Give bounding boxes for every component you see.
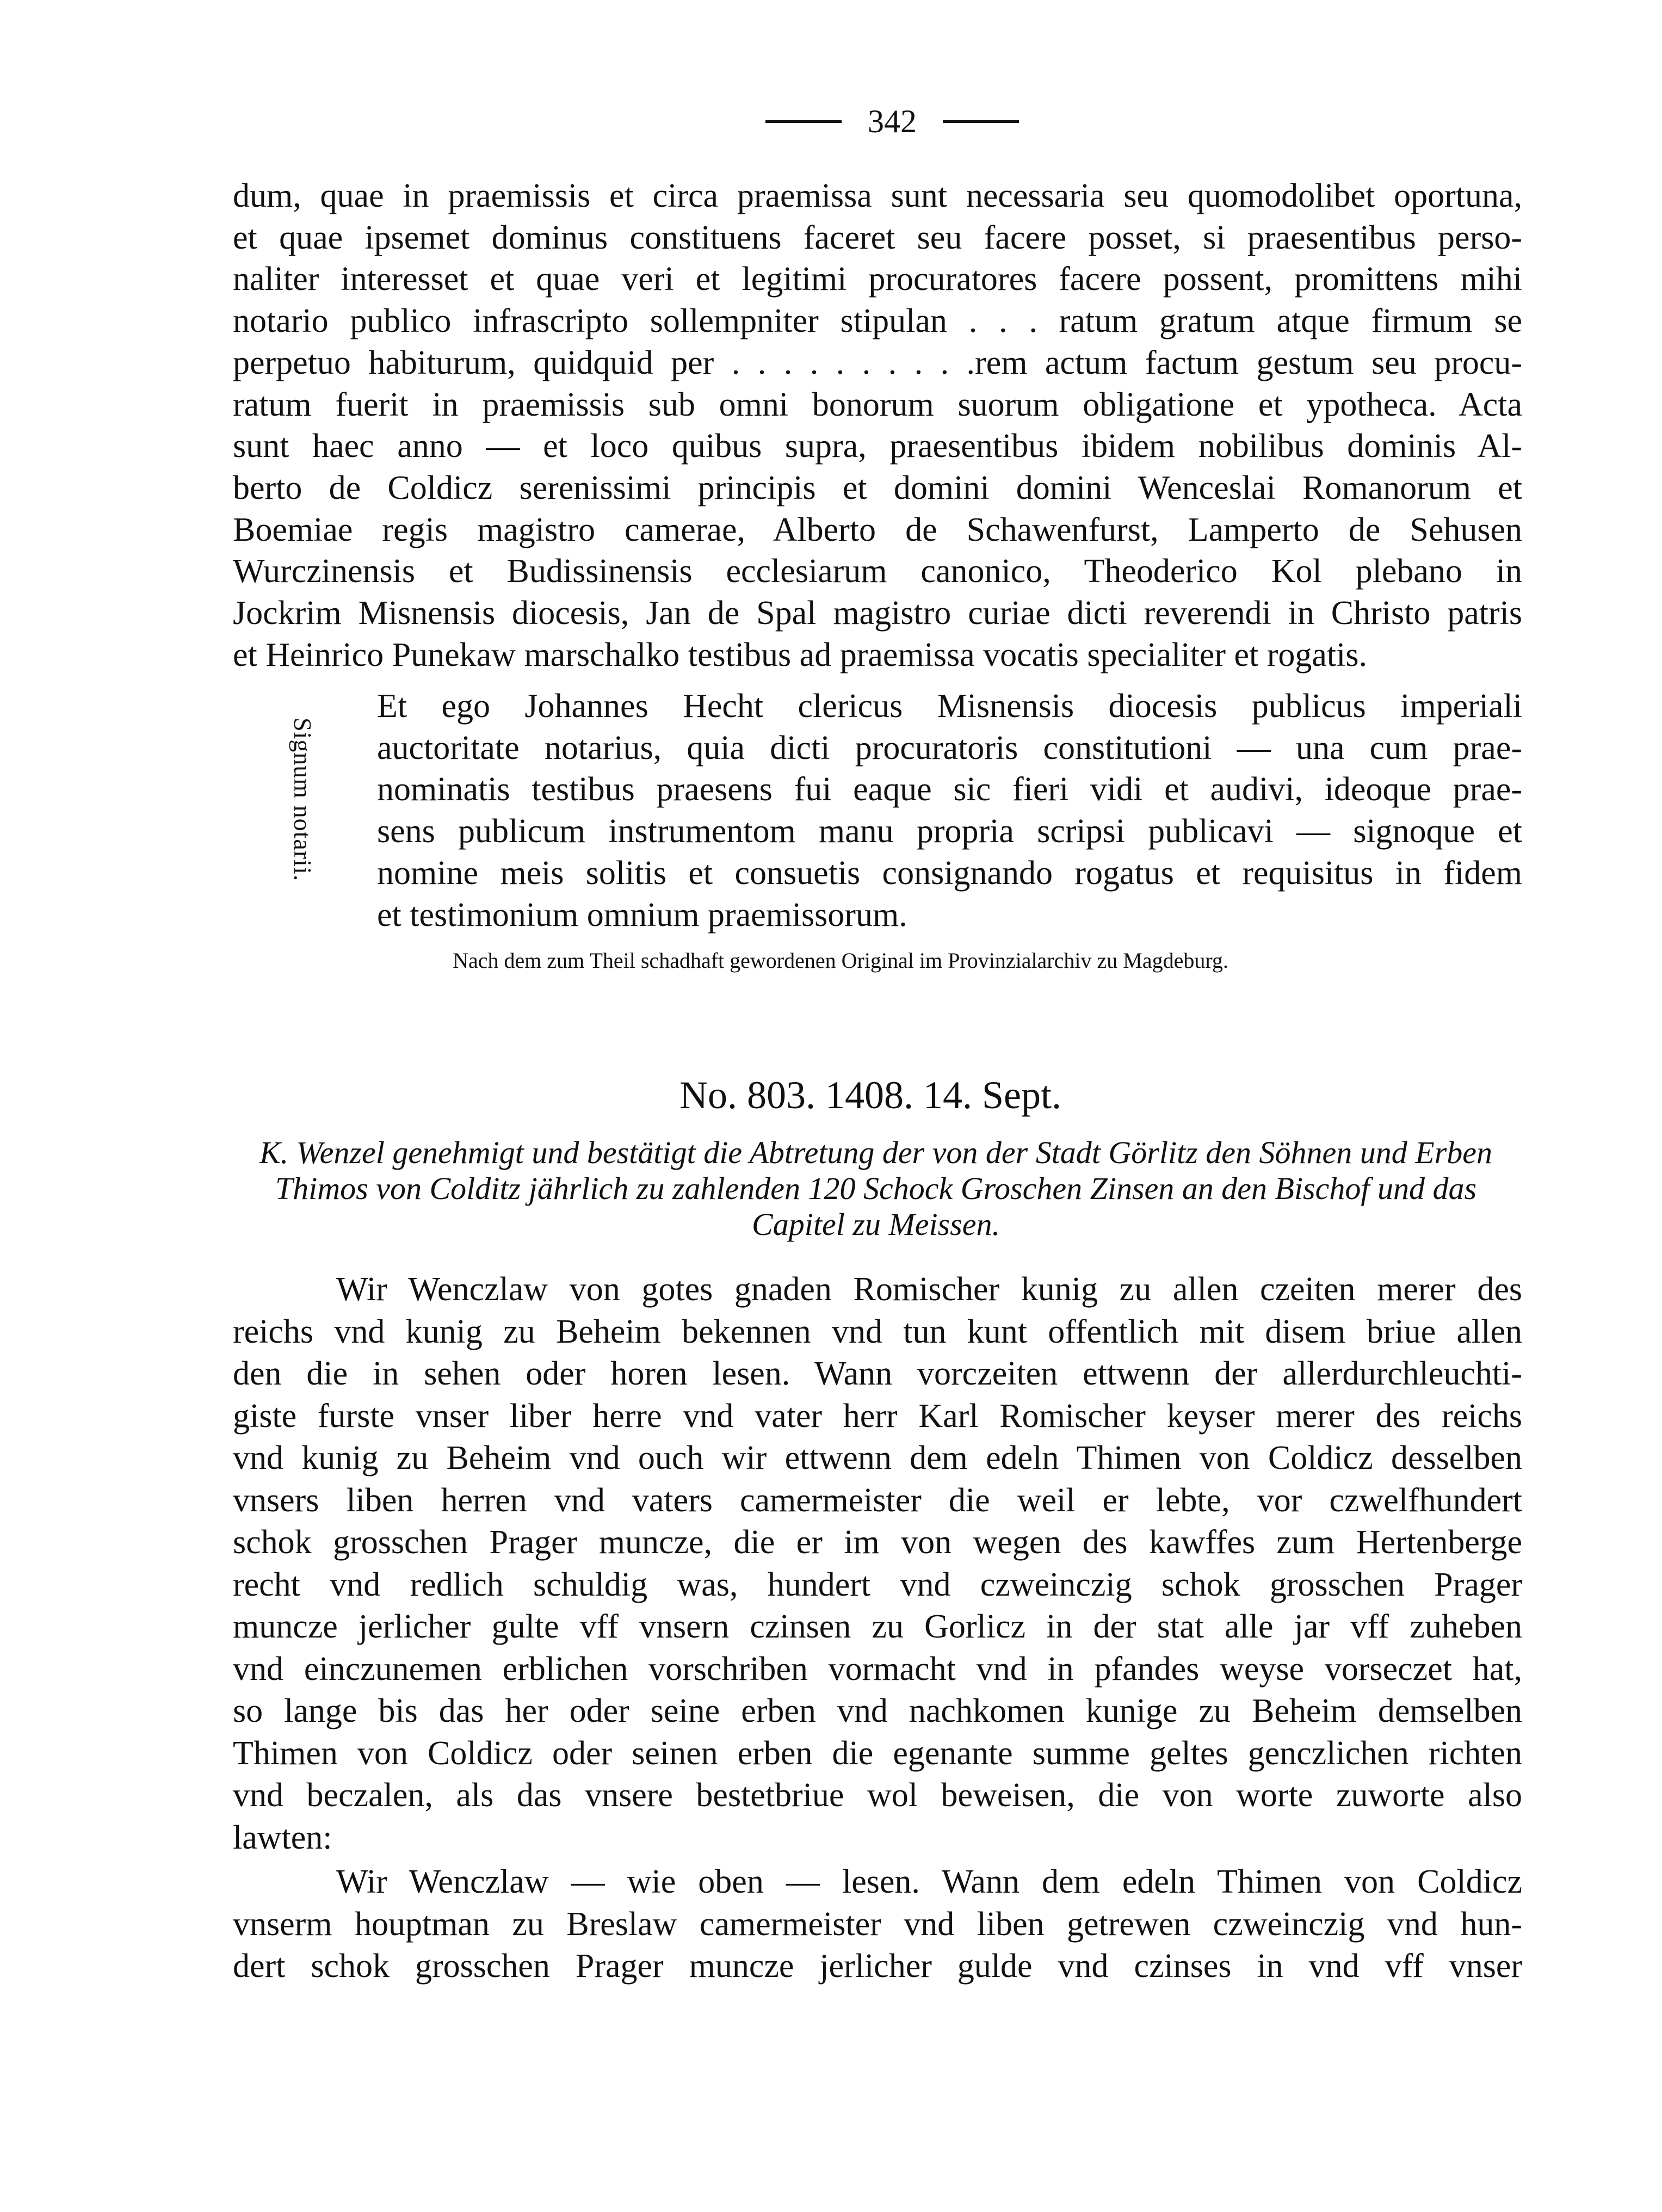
text-line: vnserm houptman zu Breslaw camermeister vnd liben getrewen czweinczig vnd hun- [233, 1905, 1522, 1943]
text-line: recht vnd redlich schuldig was, hundert vnd czweinczig schok grosschen Prager [233, 1566, 1522, 1603]
text-line: auctoritate notarius, quia dicti procuratoris constitutioni — una cum prae- [377, 729, 1522, 767]
text-line: notario publico infrascripto sollempniter stipulan . . . ratum gratum atque firmum se [233, 302, 1522, 340]
notary-attestation [377, 685, 1522, 936]
text-line: giste furste vnser liber herre vnd vater herr Karl Romischer keyser merer des reichs [233, 1397, 1522, 1435]
text-line: muncze jerlicher gulte vff vnsern czinsen zu Gorlicz in der stat alle jar vff zuheben [233, 1608, 1522, 1645]
text-line: den die in sehen oder horen lesen. Wann vorczeiten ettwenn der allerdurchleuchti- [233, 1355, 1522, 1392]
text-line: nomine meis solitis et consuetis consignando rogatus et requisitus in fidem [377, 854, 1522, 892]
document-heading: No. 803. 1408. 14. Sept. [679, 1073, 1061, 1117]
text-line: vnd beczalen, als das vnsere bestetbriue wol beweisen, die von worte zuworte also [233, 1777, 1522, 1814]
text-line: vnd einczunemen erblichen vorschriben vormacht vnd in pfandes weyse vorseczet hat, [233, 1650, 1522, 1688]
text-line: schok grosschen Prager muncze, die er im von wegen des kawffes zum Hertenberge [233, 1524, 1522, 1561]
text-line: vnd kunig zu Beheim vnd ouch wir ettwenn dem edeln Thimen von Coldicz desselben [233, 1439, 1522, 1476]
text-line: so lange bis das her oder seine erben vnd nachkomen kunige zu Beheim demselben [233, 1692, 1522, 1729]
page-number-header [737, 97, 1047, 146]
text-line: et testimonium omnium praemissorum. [377, 896, 907, 934]
regest-line: K. Wenzel genehmigt und bestätigt die Abtretung der von der Stadt Görlitz den Söhnen und Erben [259, 1135, 1493, 1170]
preceding-document-text [233, 175, 1522, 676]
header-rule-right [943, 120, 1019, 123]
text-line: Jockrim Misnensis diocesis, Jan de Spal magistro curiae dicti reverendi in Christo patris [233, 595, 1522, 632]
charter-text-continued [233, 1861, 1522, 1988]
header-rule-left [765, 120, 842, 123]
text-line: vnsers liben herren vnd vaters camermeister die weil er lebte, vor czwelfhundert [233, 1481, 1522, 1519]
text-line: Et ego Johannes Hecht clericus Misnensis diocesis publicus imperiali [377, 688, 1522, 725]
text-line: Thimen von Coldicz oder seinen erben die egenante summe geltes genczlichen richten [233, 1734, 1522, 1772]
notary-sign-margin-note: Signum notarii. [289, 718, 317, 882]
text-line: dert schok grosschen Prager muncze jerlicher gulde vnd czinses in vnd vff vnser [233, 1948, 1522, 1985]
text-line: naliter interesset et quae veri et legitimi procuratores facere possent, promittens mihi [233, 261, 1522, 298]
text-line: et Heinrico Punekaw marschalko testibus ad praemissa vocatis specialiter et rogatis. [233, 636, 1367, 674]
text-line: sens publicum instrumentom manu propria scripsi publicavi — signoque et [377, 813, 1522, 850]
text-line: lawten: [233, 1819, 332, 1856]
regest-summary [228, 1135, 1523, 1243]
text-line: Boemiae regis magistro camerae, Alberto de Schawenfurst, Lamperto de Sehusen [233, 511, 1522, 548]
page-number: 342 [868, 103, 917, 139]
text-line: ratum fuerit in praemissis sub omni bonorum suorum obligatione et ypotheca. Acta [233, 386, 1522, 423]
regest-line: Capitel zu Meissen. [752, 1207, 1000, 1242]
text-line: dum, quae in praemissis et circa praemissa sunt necessaria seu quomodolibet oportuna, [233, 177, 1522, 214]
text-line: berto de Coldicz serenissimi principis et domini domini Wenceslai Romanorum et [233, 469, 1522, 506]
text-line: Wir Wenczlaw von gotes gnaden Romischer kunig zu allen czeiten merer des [336, 1271, 1522, 1308]
text-line: nominatis testibus praesens fui eaque sic fieri vidi et audivi, ideoque prae- [377, 771, 1522, 808]
text-line: perpetuo habiturum, quidquid per . . . . . . . . . .rem actum factum gestum seu procu- [233, 344, 1522, 381]
text-line: sunt haec anno — et loco quibus supra, praesentibus ibidem nobilibus dominis Al- [233, 428, 1522, 465]
text-line: reichs vnd kunig zu Beheim bekennen vnd tun kunt offentlich mit disem briue allen [233, 1313, 1522, 1350]
source-note: Nach dem zum Theil schadhaft gewordenen Original im Provinzialarchiv zu Magdeburg. [453, 948, 1228, 973]
charter-text [233, 1269, 1522, 1859]
text-line: et quae ipsemet dominus constituens faceret seu facere posset, si praesentibus perso- [233, 219, 1522, 256]
text-line: Wir Wenczlaw — wie oben — lesen. Wann dem edeln Thimen von Coldicz [336, 1863, 1522, 1900]
text-line: Wurczinensis et Budissinensis ecclesiarum canonico, Theoderico Kol plebano in [233, 553, 1522, 590]
regest-line: Thimos von Colditz jährlich zu zahlenden 120 Schock Groschen Zinsen an den Bischof und das [275, 1171, 1477, 1206]
